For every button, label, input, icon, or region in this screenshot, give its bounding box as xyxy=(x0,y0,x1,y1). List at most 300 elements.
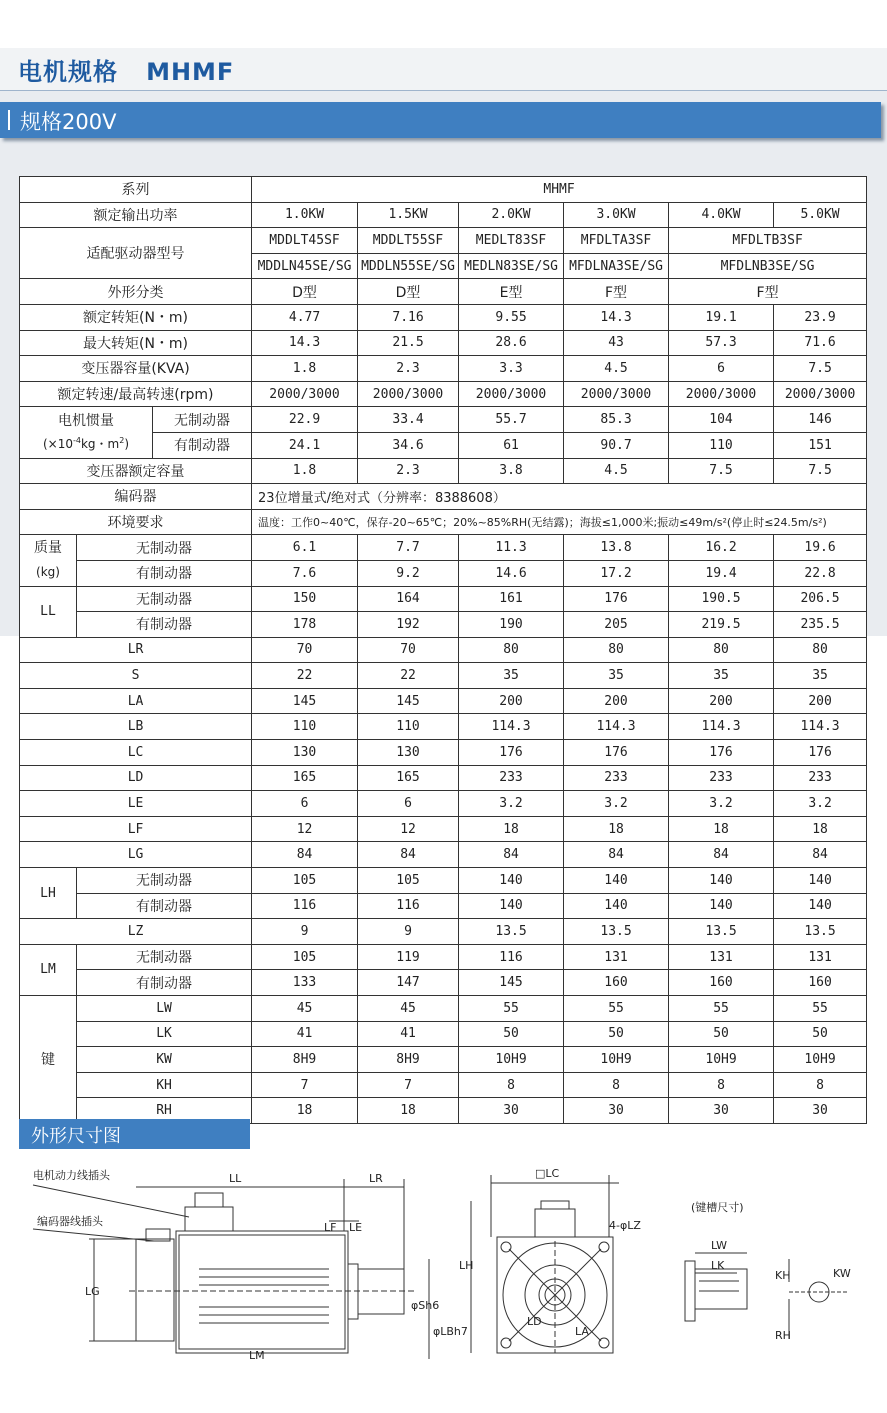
value-cell: 3.2 xyxy=(564,791,669,817)
value-cell: 8 xyxy=(564,1072,669,1098)
value-cell: 6 xyxy=(669,356,774,382)
value-cell: 164 xyxy=(358,586,459,612)
row-label: 环境要求 xyxy=(20,509,252,535)
table-cell: MEDLT83SF xyxy=(459,228,564,254)
key-row xyxy=(20,996,867,1022)
value-cell: 41 xyxy=(252,1021,358,1047)
value-cell: 84 xyxy=(358,842,459,868)
section-header xyxy=(0,102,881,138)
row-label: 变压器容量(KVA) xyxy=(20,356,252,382)
value-cell: 8 xyxy=(459,1072,564,1098)
value-cell: 80 xyxy=(459,637,564,663)
value-cell: 233 xyxy=(774,765,867,791)
row-mass-1 xyxy=(20,535,867,561)
value-cell: 35 xyxy=(459,663,564,689)
value-cell: 19.1 xyxy=(669,304,774,330)
row-label: 额定转速/最高转速(rpm) xyxy=(20,381,252,407)
lz-label: 4-φLZ xyxy=(609,1219,641,1232)
value-cell: 41 xyxy=(358,1021,459,1047)
sub-label: 有制动器 xyxy=(77,560,252,586)
sub-label: 无制动器 xyxy=(77,944,252,970)
row_lm-1 xyxy=(20,944,867,970)
dim-row xyxy=(20,765,867,791)
row-label: LD xyxy=(20,765,252,791)
value-cell: 17.2 xyxy=(564,560,669,586)
row-frame xyxy=(20,279,867,305)
value-cell: 219.5 xyxy=(669,612,774,638)
sub-label: RH xyxy=(77,1098,252,1124)
sub-label: KH xyxy=(77,1072,252,1098)
row-label: 额定转矩(N・m) xyxy=(20,304,252,330)
value-cell: 140 xyxy=(669,868,774,894)
sub-label: LK xyxy=(77,1021,252,1047)
value-cell: 7.6 xyxy=(252,560,358,586)
dimension-header xyxy=(19,1119,250,1149)
value-cell: 14.3 xyxy=(564,304,669,330)
value-cell: 84 xyxy=(669,842,774,868)
value-cell: 84 xyxy=(459,842,564,868)
value-cell: 22.9 xyxy=(252,407,358,433)
value-cell: 145 xyxy=(459,970,564,996)
value-cell: 9 xyxy=(252,919,358,945)
value-cell: 80 xyxy=(564,637,669,663)
table-cell: MFDLTA3SF xyxy=(564,228,669,254)
value-cell: 176 xyxy=(564,586,669,612)
row-transformer-rated xyxy=(20,458,867,484)
value-cell: 7.16 xyxy=(358,304,459,330)
kh-label: KH xyxy=(775,1269,791,1282)
value-cell: 35 xyxy=(564,663,669,689)
value-cell: 9 xyxy=(358,919,459,945)
value-cell: 19.4 xyxy=(669,560,774,586)
value-cell: 13.5 xyxy=(459,919,564,945)
row-transformer xyxy=(20,356,867,382)
motor-body xyxy=(176,1231,348,1353)
value-cell: 200 xyxy=(459,688,564,714)
value-cell: 147 xyxy=(358,970,459,996)
value-cell: 114.3 xyxy=(669,714,774,740)
key-row xyxy=(20,1021,867,1047)
value-cell: 30 xyxy=(564,1098,669,1124)
row-label: LG xyxy=(20,842,252,868)
value-cell: 8H9 xyxy=(252,1047,358,1073)
dim-row xyxy=(20,714,867,740)
row-label: LF xyxy=(20,816,252,842)
sub-label: 有制动器 xyxy=(77,970,252,996)
value-cell: 43 xyxy=(564,330,669,356)
value-cell: 2000/3000 xyxy=(358,381,459,407)
value-cell: 7.5 xyxy=(669,458,774,484)
value-cell: 3.2 xyxy=(669,791,774,817)
value-cell: 235.5 xyxy=(774,612,867,638)
row-label: 变压器额定容量 xyxy=(20,458,252,484)
value-cell: 4.77 xyxy=(252,304,358,330)
value-cell: 200 xyxy=(669,688,774,714)
table-cell: D型 xyxy=(358,279,459,305)
value-cell: 192 xyxy=(358,612,459,638)
value-cell: 140 xyxy=(564,893,669,919)
value-cell: 3.2 xyxy=(774,791,867,817)
value-cell: 10H9 xyxy=(669,1047,774,1073)
value-cell: 7 xyxy=(358,1072,459,1098)
value-cell: 176 xyxy=(669,740,774,766)
dimension-drawing xyxy=(19,1149,866,1407)
value-cell: 178 xyxy=(252,612,358,638)
value-cell: 23位增量式/绝对式（分辨率：8388608） xyxy=(252,484,867,510)
lc-label: □LC xyxy=(535,1167,560,1180)
value-cell: 10H9 xyxy=(459,1047,564,1073)
value-cell: 131 xyxy=(774,944,867,970)
lbh7-label: φLBh7 xyxy=(433,1325,468,1338)
value-cell: 13.5 xyxy=(564,919,669,945)
value-cell: 14.3 xyxy=(252,330,358,356)
value-cell: 55.7 xyxy=(459,407,564,433)
value-cell: 105 xyxy=(358,868,459,894)
value-cell: 176 xyxy=(774,740,867,766)
row-label: LC xyxy=(20,740,252,766)
row-power xyxy=(20,202,867,228)
value-cell: 145 xyxy=(252,688,358,714)
value-cell: 18 xyxy=(669,816,774,842)
value-cell: 9.2 xyxy=(358,560,459,586)
keyway-label: (键槽尺寸) xyxy=(691,1201,744,1214)
value-cell: 9.55 xyxy=(459,304,564,330)
value-cell: 35 xyxy=(774,663,867,689)
row-label: 额定输出功率 xyxy=(20,202,252,228)
sub-label: 无制动器 xyxy=(153,407,252,433)
value-cell: 7 xyxy=(252,1072,358,1098)
value-cell: 130 xyxy=(358,740,459,766)
encoder-plug-label: 编码器线插头 xyxy=(37,1215,103,1228)
row-mass-2 xyxy=(20,560,867,586)
value-cell: 13.5 xyxy=(669,919,774,945)
value-cell: 8H9 xyxy=(358,1047,459,1073)
value-cell: 55 xyxy=(774,996,867,1022)
value-cell: 3.2 xyxy=(459,791,564,817)
row-label: S xyxy=(20,663,252,689)
value-cell: 165 xyxy=(252,765,358,791)
row-label: LE xyxy=(20,791,252,817)
value-cell: 55 xyxy=(459,996,564,1022)
section-divider xyxy=(8,110,10,130)
value-cell: 105 xyxy=(252,868,358,894)
value-cell: 2000/3000 xyxy=(252,381,358,407)
value-cell: MHMF xyxy=(252,177,867,203)
value-cell: 80 xyxy=(669,637,774,663)
row_ll-2 xyxy=(20,612,867,638)
value-cell: 114.3 xyxy=(564,714,669,740)
dimension-title: 外形尺寸图 xyxy=(31,1126,121,1147)
value-cell: 7.7 xyxy=(358,535,459,561)
row-env xyxy=(20,509,867,535)
value-cell: 2.0KW xyxy=(459,202,564,228)
table-cell: F型 xyxy=(564,279,669,305)
row-series xyxy=(20,177,867,203)
section-title: 规格200V xyxy=(20,110,117,134)
dim-row xyxy=(20,740,867,766)
page-title: 电机规格 MHMF xyxy=(18,58,235,86)
value-cell: 57.3 xyxy=(669,330,774,356)
value-cell: 24.1 xyxy=(252,432,358,458)
row-label: LB xyxy=(20,714,252,740)
sub-label: KW xyxy=(77,1047,252,1073)
sub-label: 有制动器 xyxy=(153,432,252,458)
value-cell: 133 xyxy=(252,970,358,996)
value-cell: 18 xyxy=(358,1098,459,1124)
value-cell: 140 xyxy=(564,868,669,894)
value-cell: 10H9 xyxy=(774,1047,867,1073)
row-label: LM xyxy=(20,944,77,995)
value-cell: 84 xyxy=(774,842,867,868)
value-cell: 45 xyxy=(358,996,459,1022)
value-cell: 105 xyxy=(252,944,358,970)
value-cell: 10H9 xyxy=(564,1047,669,1073)
row-label: 编码器 xyxy=(20,484,252,510)
value-cell: 233 xyxy=(669,765,774,791)
value-cell: 151 xyxy=(774,432,867,458)
value-cell: 4.5 xyxy=(564,458,669,484)
dim-row xyxy=(20,688,867,714)
value-cell: 30 xyxy=(669,1098,774,1124)
row-encoder xyxy=(20,484,867,510)
value-cell: 6.1 xyxy=(252,535,358,561)
row_lh-2 xyxy=(20,893,867,919)
value-cell: 90.7 xyxy=(564,432,669,458)
value-cell: 3.3 xyxy=(459,356,564,382)
value-cell: 50 xyxy=(774,1021,867,1047)
value-cell: 7.5 xyxy=(774,458,867,484)
value-cell: 176 xyxy=(564,740,669,766)
row-label: 最大转矩(N・m) xyxy=(20,330,252,356)
row_lh-1 xyxy=(20,868,867,894)
row-label: LA xyxy=(20,688,252,714)
value-cell: 18 xyxy=(564,816,669,842)
dim-row xyxy=(20,663,867,689)
value-cell: 104 xyxy=(669,407,774,433)
value-cell: 233 xyxy=(564,765,669,791)
power-plug-shape xyxy=(185,1207,233,1231)
value-cell: 160 xyxy=(564,970,669,996)
value-cell: 34.6 xyxy=(358,432,459,458)
table-cell: MFDLNA3SE/SG xyxy=(564,253,669,279)
value-cell: 161 xyxy=(459,586,564,612)
value-cell: 22.8 xyxy=(774,560,867,586)
value-cell: 50 xyxy=(669,1021,774,1047)
table-cell: MDDLN45SE/SG xyxy=(252,253,358,279)
sub-label: 无制动器 xyxy=(77,586,252,612)
value-cell: 200 xyxy=(564,688,669,714)
value-cell: 35 xyxy=(669,663,774,689)
value-cell: 22 xyxy=(358,663,459,689)
sub-label: 有制动器 xyxy=(77,893,252,919)
sh6-label: φSh6 xyxy=(411,1299,440,1312)
lr-label: LR xyxy=(369,1172,383,1185)
spec-table xyxy=(19,176,867,1124)
value-cell: 70 xyxy=(358,637,459,663)
ld-label: LD xyxy=(527,1315,542,1328)
value-cell: 温度：工作0~40℃，保存-20~65℃；20%~85%RH(无结露)；海拔≤1,000米;振动≤49m/s²(停止时≤24.5m/s²) xyxy=(252,509,867,535)
value-cell: 18 xyxy=(774,816,867,842)
value-cell: 61 xyxy=(459,432,564,458)
table-cell: MDDLN55SE/SG xyxy=(358,253,459,279)
page-title-bar xyxy=(0,48,887,91)
table-cell: F型 xyxy=(669,279,867,305)
value-cell: 8 xyxy=(669,1072,774,1098)
value-cell: 80 xyxy=(774,637,867,663)
value-cell: 116 xyxy=(459,944,564,970)
value-cell: 200 xyxy=(774,688,867,714)
table-cell: MEDLN83SE/SG xyxy=(459,253,564,279)
value-cell: 2.3 xyxy=(358,356,459,382)
dim-row xyxy=(20,816,867,842)
dim-row xyxy=(20,842,867,868)
value-cell: 30 xyxy=(774,1098,867,1124)
row-inertia-1 xyxy=(20,407,867,433)
value-cell: 6 xyxy=(358,791,459,817)
value-cell: 23.9 xyxy=(774,304,867,330)
value-cell: 6 xyxy=(252,791,358,817)
value-cell: 18 xyxy=(459,816,564,842)
dim-row xyxy=(20,791,867,817)
table-cell: MFDLTB3SF xyxy=(669,228,867,254)
lg-label: LG xyxy=(85,1285,100,1298)
value-cell: 70 xyxy=(252,637,358,663)
value-cell: 110 xyxy=(252,714,358,740)
lw-label: LW xyxy=(711,1239,727,1252)
value-cell: 50 xyxy=(459,1021,564,1047)
value-cell: 30 xyxy=(459,1098,564,1124)
le-label: LE xyxy=(349,1221,363,1234)
value-cell: 19.6 xyxy=(774,535,867,561)
value-cell: 190.5 xyxy=(669,586,774,612)
value-cell: 2000/3000 xyxy=(459,381,564,407)
table-cell: MDDLT55SF xyxy=(358,228,459,254)
value-cell: 5.0KW xyxy=(774,202,867,228)
row-label: LR xyxy=(20,637,252,663)
value-cell: 2000/3000 xyxy=(774,381,867,407)
row-label: 外形分类 xyxy=(20,279,252,305)
value-cell: 150 xyxy=(252,586,358,612)
table-cell: MDDLT45SF xyxy=(252,228,358,254)
value-cell: 140 xyxy=(774,868,867,894)
row_ll-1 xyxy=(20,586,867,612)
kw-label: KW xyxy=(833,1267,851,1280)
value-cell: 21.5 xyxy=(358,330,459,356)
value-cell: 1.8 xyxy=(252,458,358,484)
value-cell: 233 xyxy=(459,765,564,791)
value-cell: 13.8 xyxy=(564,535,669,561)
value-cell: 165 xyxy=(358,765,459,791)
row-label: 质量 (kg) xyxy=(20,535,77,586)
value-cell: 110 xyxy=(358,714,459,740)
sub-label: 有制动器 xyxy=(77,612,252,638)
dim-row xyxy=(20,637,867,663)
value-cell: 11.3 xyxy=(459,535,564,561)
power-plug-label: 电机动力线插头 xyxy=(33,1169,110,1182)
row-label: 电机惯量 ($\times 10^{-4}kg$・$m^2$) xyxy=(20,407,153,458)
table-cell: E型 xyxy=(459,279,564,305)
value-cell: 1.5KW xyxy=(358,202,459,228)
row-label: LH xyxy=(20,868,77,919)
value-cell: 110 xyxy=(669,432,774,458)
lf-label: LF xyxy=(324,1221,337,1234)
value-cell: 116 xyxy=(358,893,459,919)
value-cell: 140 xyxy=(774,893,867,919)
row-max-torque xyxy=(20,330,867,356)
value-cell: 3.0KW xyxy=(564,202,669,228)
value-cell: 2.3 xyxy=(358,458,459,484)
value-cell: 140 xyxy=(459,868,564,894)
value-cell: 114.3 xyxy=(774,714,867,740)
row-label: 键 xyxy=(20,996,77,1124)
lh-label: LH xyxy=(459,1259,474,1272)
sub-label: 无制动器 xyxy=(77,868,252,894)
value-cell: 12 xyxy=(358,816,459,842)
value-cell: 146 xyxy=(774,407,867,433)
row-lz xyxy=(20,919,867,945)
value-cell: 33.4 xyxy=(358,407,459,433)
value-cell: 2000/3000 xyxy=(564,381,669,407)
value-cell: 14.6 xyxy=(459,560,564,586)
ll-label: LL xyxy=(229,1172,242,1185)
lm-label: LM xyxy=(249,1349,265,1362)
value-cell: 7.5 xyxy=(774,356,867,382)
key-row xyxy=(20,1072,867,1098)
value-cell: 18 xyxy=(252,1098,358,1124)
value-cell: 160 xyxy=(774,970,867,996)
la-label: LA xyxy=(575,1325,589,1338)
table-cell: MFDLNB3SE/SG xyxy=(669,253,867,279)
row-label: LL xyxy=(20,586,77,637)
row_lm-2 xyxy=(20,970,867,996)
value-cell: 160 xyxy=(669,970,774,996)
sub-label: LW xyxy=(77,996,252,1022)
value-cell: 4.5 xyxy=(564,356,669,382)
value-cell: 4.0KW xyxy=(669,202,774,228)
value-cell: 2000/3000 xyxy=(669,381,774,407)
row-label: LZ xyxy=(20,919,252,945)
value-cell: 176 xyxy=(459,740,564,766)
value-cell: 55 xyxy=(564,996,669,1022)
value-cell: 16.2 xyxy=(669,535,774,561)
value-cell: 145 xyxy=(358,688,459,714)
value-cell: 1.0KW xyxy=(252,202,358,228)
value-cell: 1.8 xyxy=(252,356,358,382)
value-cell: 206.5 xyxy=(774,586,867,612)
row-label: 适配驱动器型号 xyxy=(20,228,252,279)
value-cell: 22 xyxy=(252,663,358,689)
value-cell: 13.5 xyxy=(774,919,867,945)
value-cell: 140 xyxy=(669,893,774,919)
value-cell: 114.3 xyxy=(459,714,564,740)
value-cell: 45 xyxy=(252,996,358,1022)
value-cell: 55 xyxy=(669,996,774,1022)
encoder-box xyxy=(136,1239,174,1341)
value-cell: 205 xyxy=(564,612,669,638)
value-cell: 190 xyxy=(459,612,564,638)
value-cell: 131 xyxy=(669,944,774,970)
row-label: 系列 xyxy=(20,177,252,203)
value-cell: 71.6 xyxy=(774,330,867,356)
rh-label: RH xyxy=(775,1329,791,1342)
value-cell: 130 xyxy=(252,740,358,766)
value-cell: 116 xyxy=(252,893,358,919)
table-cell: D型 xyxy=(252,279,358,305)
lk-label: LK xyxy=(711,1259,725,1272)
value-cell: 85.3 xyxy=(564,407,669,433)
value-cell: 8 xyxy=(774,1072,867,1098)
value-cell: 131 xyxy=(564,944,669,970)
